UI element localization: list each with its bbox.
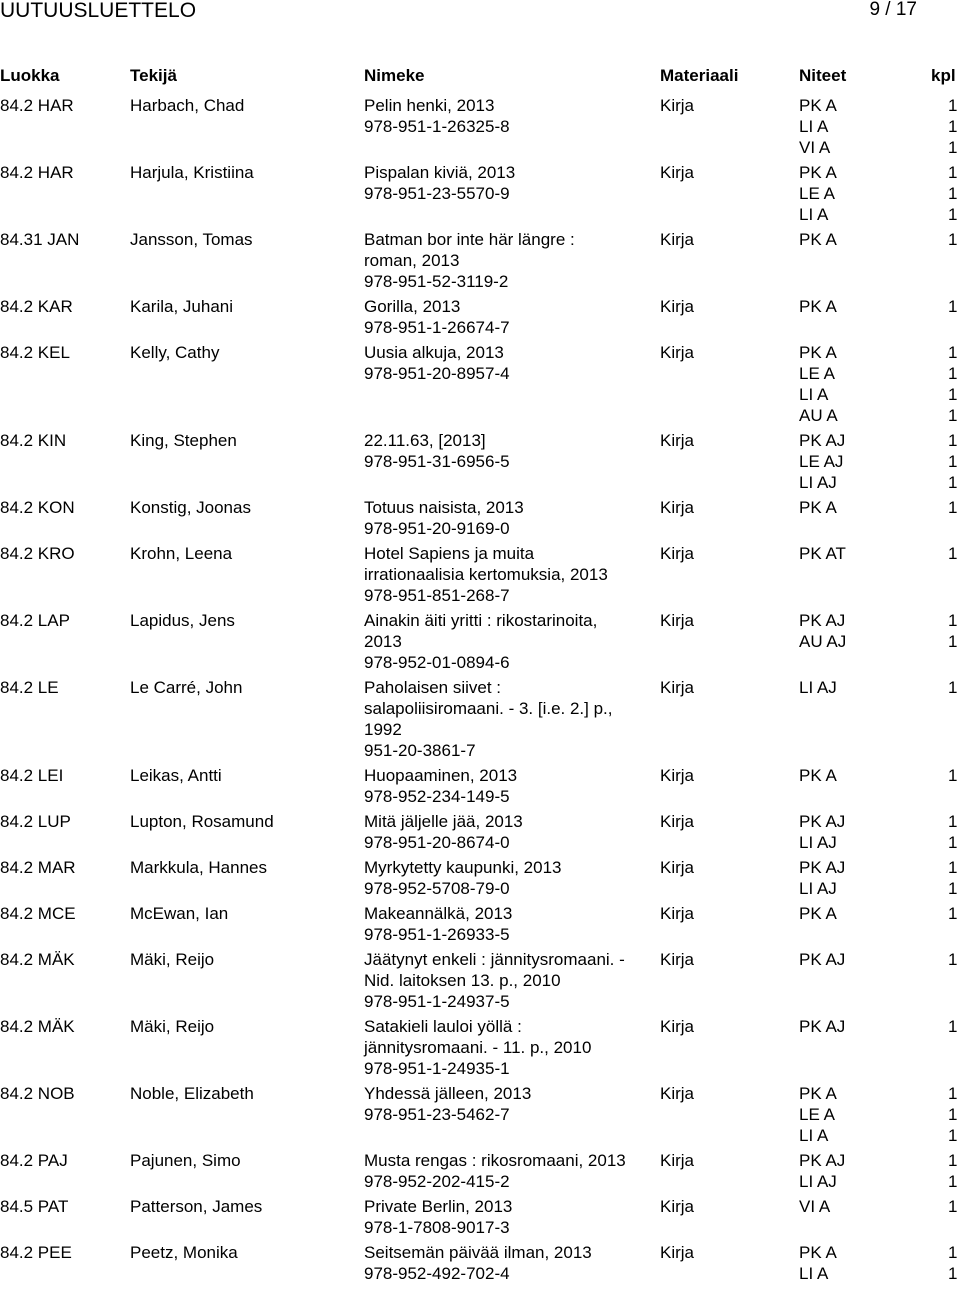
materiaali-cell: Kirja	[660, 858, 695, 877]
nimeke-cell	[364, 342, 654, 384]
niteet-cell	[799, 610, 959, 652]
location-code: LI A	[799, 1264, 829, 1283]
location-code: PK A	[799, 230, 837, 249]
table-row	[0, 497, 960, 543]
column-header-nimeke: Nimeke	[364, 66, 425, 85]
nimeke-cell	[364, 903, 654, 945]
tekija-cell: Mäki, Reijo	[130, 950, 215, 969]
luokka-cell: 84.2 MÄK	[0, 950, 75, 969]
isbn-text: 978-951-20-8957-4	[364, 364, 510, 383]
niteet-line	[799, 543, 959, 564]
niteet-line	[799, 811, 959, 832]
niteet-line	[799, 1242, 959, 1263]
materiaali-cell: Kirja	[660, 1197, 695, 1216]
copy-count: 1	[948, 364, 958, 383]
copy-count: 1	[948, 950, 958, 969]
location-code: LI AJ	[799, 833, 837, 852]
materiaali-cell: Kirja	[660, 1084, 695, 1103]
niteet-line	[799, 1171, 959, 1192]
isbn-text: 978-951-20-9169-0	[364, 519, 510, 538]
title-text: Nid. laitoksen 13. p., 2010	[364, 971, 561, 990]
niteet-line	[799, 451, 959, 472]
column-header-row	[0, 66, 960, 90]
niteet-line	[799, 183, 959, 204]
column-header-tekija: Tekijä	[130, 66, 177, 85]
title-text: Gorilla, 2013	[364, 297, 461, 316]
isbn-text: 978-952-01-0894-6	[364, 653, 510, 672]
isbn-text: 978-951-851-268-7	[364, 586, 510, 605]
title-text: Myrkytetty kaupunki, 2013	[364, 858, 562, 877]
niteet-line	[799, 1016, 959, 1037]
isbn-text: 978-952-234-149-5	[364, 787, 510, 806]
catalog-table	[0, 95, 960, 1288]
isbn-text: 978-951-20-8674-0	[364, 833, 510, 852]
tekija-cell: Konstig, Joonas	[130, 498, 251, 517]
table-row	[0, 765, 960, 811]
isbn-text: 978-951-23-5570-9	[364, 184, 510, 203]
isbn-text: 978-951-1-26325-8	[364, 117, 510, 136]
copy-count: 1	[948, 1126, 958, 1145]
location-code: LE AJ	[799, 452, 844, 471]
niteet-cell	[799, 1016, 959, 1037]
table-row	[0, 543, 960, 610]
tekija-cell: King, Stephen	[130, 431, 237, 450]
isbn-text: 978-951-52-3119-2	[364, 272, 509, 291]
isbn-text: 978-951-1-26674-7	[364, 318, 510, 337]
luokka-cell: 84.2 LUP	[0, 812, 71, 831]
copy-count: 1	[948, 96, 958, 115]
niteet-cell	[799, 543, 959, 564]
title-text: roman, 2013	[364, 251, 460, 270]
table-row	[0, 430, 960, 497]
title-text: Private Berlin, 2013	[364, 1197, 513, 1216]
materiaali-cell: Kirja	[660, 678, 695, 697]
table-row	[0, 610, 960, 677]
nimeke-cell	[364, 1242, 654, 1284]
copy-count: 1	[948, 1197, 958, 1216]
copy-count: 1	[948, 1264, 958, 1283]
nimeke-cell	[364, 229, 654, 292]
niteet-line	[799, 405, 959, 426]
location-code: PK A	[799, 163, 837, 182]
column-header-niteet: Niteet	[799, 66, 847, 85]
materiaali-cell: Kirja	[660, 431, 695, 450]
nimeke-cell	[364, 430, 654, 472]
nimeke-cell	[364, 543, 654, 606]
column-header-kpl: kpl	[931, 66, 956, 85]
tekija-cell: Lupton, Rosamund	[130, 812, 274, 831]
luokka-cell: 84.2 HAR	[0, 163, 74, 182]
title-text: Seitsemän päivää ilman, 2013	[364, 1243, 592, 1262]
nimeke-cell	[364, 296, 654, 338]
tekija-cell: Harbach, Chad	[130, 96, 245, 115]
location-code: PK AJ	[799, 950, 846, 969]
copy-count: 1	[948, 117, 958, 136]
luokka-cell: 84.2 KAR	[0, 297, 73, 316]
niteet-line	[799, 116, 959, 137]
copy-count: 1	[948, 163, 958, 182]
location-code: PK A	[799, 297, 837, 316]
nimeke-cell	[364, 811, 654, 853]
isbn-text: 951-20-3861-7	[364, 741, 476, 760]
location-code: PK AJ	[799, 812, 846, 831]
materiaali-cell: Kirja	[660, 230, 695, 249]
location-code: PK A	[799, 498, 837, 517]
niteet-line	[799, 430, 959, 451]
luokka-cell: 84.2 KIN	[0, 431, 67, 450]
table-row	[0, 1083, 960, 1150]
luokka-cell: 84.2 LAP	[0, 611, 70, 630]
table-row	[0, 296, 960, 342]
tekija-cell: Peetz, Monika	[130, 1243, 238, 1262]
title-text: Pispalan kiviä, 2013	[364, 163, 516, 182]
nimeke-cell	[364, 610, 654, 673]
luokka-cell: 84.2 PAJ	[0, 1151, 68, 1170]
location-code: PK AT	[799, 544, 846, 563]
title-text: Paholaisen siivet :	[364, 678, 502, 697]
location-code: LI AJ	[799, 473, 837, 492]
niteet-line	[799, 1125, 959, 1146]
title-text: jännitysromaani. - 11. p., 2010	[364, 1038, 592, 1057]
table-row	[0, 1196, 960, 1242]
location-code: AU A	[799, 406, 838, 425]
isbn-text: 978-951-23-5462-7	[364, 1105, 510, 1124]
title-text: 22.11.63, [2013]	[364, 431, 486, 450]
materiaali-cell: Kirja	[660, 1151, 695, 1170]
location-code: PK AJ	[799, 1151, 846, 1170]
niteet-line	[799, 878, 959, 899]
copy-count: 1	[948, 812, 958, 831]
tekija-cell: Mäki, Reijo	[130, 1017, 215, 1036]
niteet-line	[799, 949, 959, 970]
table-row	[0, 342, 960, 430]
copy-count: 1	[948, 184, 958, 203]
copy-count: 1	[948, 858, 958, 877]
nimeke-cell	[364, 677, 654, 761]
nimeke-cell	[364, 857, 654, 899]
page-number: 9 / 17	[869, 0, 917, 20]
table-row	[0, 949, 960, 1016]
niteet-line	[799, 1083, 959, 1104]
location-code: LI AJ	[799, 678, 837, 697]
copy-count: 1	[948, 1172, 958, 1191]
column-header-materiaali: Materiaali	[660, 66, 739, 85]
niteet-cell	[799, 903, 959, 924]
materiaali-cell: Kirja	[660, 812, 695, 831]
niteet-cell	[799, 1083, 959, 1146]
materiaali-cell: Kirja	[660, 611, 695, 630]
copy-count: 1	[948, 611, 958, 630]
location-code: PK AJ	[799, 431, 846, 450]
location-code: LE A	[799, 1105, 835, 1124]
niteet-line	[799, 832, 959, 853]
location-code: PK A	[799, 766, 837, 785]
materiaali-cell: Kirja	[660, 1017, 695, 1036]
materiaali-cell: Kirja	[660, 163, 695, 182]
niteet-line	[799, 137, 959, 158]
location-code: VI A	[799, 138, 831, 157]
niteet-cell	[799, 765, 959, 786]
table-row	[0, 903, 960, 949]
tekija-cell: Markkula, Hannes	[130, 858, 268, 877]
location-code: PK AJ	[799, 858, 846, 877]
materiaali-cell: Kirja	[660, 544, 695, 563]
location-code: LI AJ	[799, 1172, 837, 1191]
table-row	[0, 857, 960, 903]
materiaali-cell: Kirja	[660, 498, 695, 517]
niteet-cell	[799, 949, 959, 970]
luokka-cell: 84.2 PEE	[0, 1243, 72, 1262]
title-text: salapoliisiromaani. - 3. [i.e. 2.] p.,	[364, 699, 613, 718]
niteet-cell	[799, 296, 959, 317]
tekija-cell: Patterson, James	[130, 1197, 263, 1216]
location-code: PK A	[799, 343, 837, 362]
materiaali-cell: Kirja	[660, 297, 695, 316]
luokka-cell: 84.31 JAN	[0, 230, 80, 249]
title-text: 1992	[364, 720, 402, 739]
isbn-text: 978-951-1-26933-5	[364, 925, 510, 944]
luokka-cell: 84.2 KON	[0, 498, 75, 517]
title-text: Yhdessä jälleen, 2013	[364, 1084, 532, 1103]
niteet-line	[799, 677, 959, 698]
niteet-cell	[799, 342, 959, 426]
copy-count: 1	[948, 406, 958, 425]
niteet-line	[799, 229, 959, 250]
niteet-line	[799, 765, 959, 786]
location-code: AU AJ	[799, 632, 847, 651]
isbn-text: 978-952-5708-79-0	[364, 879, 510, 898]
niteet-line	[799, 497, 959, 518]
nimeke-cell	[364, 1196, 654, 1238]
niteet-cell	[799, 1150, 959, 1192]
niteet-line	[799, 1196, 959, 1217]
luokka-cell: 84.2 HAR	[0, 96, 74, 115]
luokka-cell: 84.2 LE	[0, 678, 59, 697]
location-code: PK AJ	[799, 611, 846, 630]
title-text: Batman bor inte här längre :	[364, 230, 575, 249]
niteet-line	[799, 342, 959, 363]
table-row	[0, 229, 960, 296]
isbn-text: 978-952-202-415-2	[364, 1172, 510, 1191]
copy-count: 1	[948, 297, 958, 316]
title-text: Makeannälkä, 2013	[364, 904, 513, 923]
niteet-cell	[799, 95, 959, 158]
niteet-cell	[799, 430, 959, 493]
copy-count: 1	[948, 1105, 958, 1124]
niteet-line	[799, 1150, 959, 1171]
location-code: PK A	[799, 96, 837, 115]
title-text: Satakieli lauloi yöllä :	[364, 1017, 522, 1036]
copy-count: 1	[948, 1151, 958, 1170]
table-row	[0, 1242, 960, 1288]
copy-count: 1	[948, 632, 958, 651]
niteet-cell	[799, 497, 959, 518]
luokka-cell: 84.2 MAR	[0, 858, 76, 877]
copy-count: 1	[948, 1017, 958, 1036]
tekija-cell: Le Carré, John	[130, 678, 243, 697]
niteet-cell	[799, 857, 959, 899]
title-text: Uusia alkuja, 2013	[364, 343, 504, 362]
copy-count: 1	[948, 498, 958, 517]
luokka-cell: 84.2 LEI	[0, 766, 64, 785]
table-row	[0, 162, 960, 229]
isbn-text: 978-951-1-24937-5	[364, 992, 510, 1011]
tekija-cell: Karila, Juhani	[130, 297, 234, 316]
copy-count: 1	[948, 1084, 958, 1103]
copy-count: 1	[948, 452, 958, 471]
tekija-cell: Harjula, Kristiina	[130, 163, 254, 182]
title-text: Hotel Sapiens ja muita	[364, 544, 535, 563]
copy-count: 1	[948, 343, 958, 362]
nimeke-cell	[364, 95, 654, 137]
copy-count: 1	[948, 544, 958, 563]
nimeke-cell	[364, 1150, 654, 1192]
copy-count: 1	[948, 766, 958, 785]
materiaali-cell: Kirja	[660, 1243, 695, 1262]
copy-count: 1	[948, 879, 958, 898]
niteet-cell	[799, 1196, 959, 1217]
page-title: UUTUUSLUETTELO	[0, 0, 197, 22]
materiaali-cell: Kirja	[660, 96, 695, 115]
nimeke-cell	[364, 765, 654, 807]
copy-count: 1	[948, 473, 958, 492]
niteet-line	[799, 162, 959, 183]
tekija-cell: Leikas, Antti	[130, 766, 222, 785]
niteet-line	[799, 384, 959, 405]
isbn-text: 978-952-492-702-4	[364, 1264, 510, 1283]
title-text: Huopaaminen, 2013	[364, 766, 518, 785]
location-code: PK A	[799, 904, 837, 923]
niteet-line	[799, 363, 959, 384]
nimeke-cell	[364, 1016, 654, 1079]
niteet-cell	[799, 677, 959, 698]
location-code: LE A	[799, 184, 835, 203]
tekija-cell: Kelly, Cathy	[130, 343, 220, 362]
tekija-cell: McEwan, Ian	[130, 904, 229, 923]
location-code: LE A	[799, 364, 835, 383]
tekija-cell: Jansson, Tomas	[130, 230, 253, 249]
copy-count: 1	[948, 431, 958, 450]
location-code: LI A	[799, 385, 829, 404]
luokka-cell: 84.2 KRO	[0, 544, 75, 563]
nimeke-cell	[364, 162, 654, 204]
title-text: 2013	[364, 632, 402, 651]
luokka-cell: 84.5 PAT	[0, 1197, 69, 1216]
tekija-cell: Noble, Elizabeth	[130, 1084, 254, 1103]
location-code: PK AJ	[799, 1017, 846, 1036]
niteet-line	[799, 204, 959, 225]
niteet-line	[799, 472, 959, 493]
niteet-line	[799, 296, 959, 317]
copy-count: 1	[948, 205, 958, 224]
materiaali-cell: Kirja	[660, 950, 695, 969]
niteet-line	[799, 95, 959, 116]
isbn-text: 978-951-31-6956-5	[364, 452, 510, 471]
niteet-line	[799, 903, 959, 924]
luokka-cell: 84.2 MÄK	[0, 1017, 75, 1036]
luokka-cell: 84.2 NOB	[0, 1084, 75, 1103]
location-code: LI A	[799, 117, 829, 136]
title-text: Mitä jäljelle jää, 2013	[364, 812, 523, 831]
location-code: PK A	[799, 1084, 837, 1103]
tekija-cell: Krohn, Leena	[130, 544, 233, 563]
location-code: LI AJ	[799, 879, 837, 898]
copy-count: 1	[948, 385, 958, 404]
copy-count: 1	[948, 833, 958, 852]
table-row	[0, 1016, 960, 1083]
niteet-line	[799, 610, 959, 631]
niteet-line	[799, 857, 959, 878]
niteet-cell	[799, 162, 959, 225]
tekija-cell: Lapidus, Jens	[130, 611, 235, 630]
copy-count: 1	[948, 678, 958, 697]
location-code: VI A	[799, 1197, 831, 1216]
copy-count: 1	[948, 230, 958, 249]
luokka-cell: 84.2 MCE	[0, 904, 76, 923]
nimeke-cell	[364, 497, 654, 539]
title-text: Ainakin äiti yritti : rikostarinoita,	[364, 611, 598, 630]
title-text: Pelin henki, 2013	[364, 96, 495, 115]
location-code: LI A	[799, 205, 829, 224]
table-row	[0, 811, 960, 857]
title-text: Musta rengas : rikosromaani, 2013	[364, 1151, 626, 1170]
copy-count: 1	[948, 904, 958, 923]
nimeke-cell	[364, 949, 654, 1012]
copy-count: 1	[948, 138, 958, 157]
niteet-cell	[799, 811, 959, 853]
isbn-text: 978-1-7808-9017-3	[364, 1218, 510, 1237]
niteet-cell	[799, 1242, 959, 1284]
table-row	[0, 1150, 960, 1196]
title-text: Totuus naisista, 2013	[364, 498, 524, 517]
materiaali-cell: Kirja	[660, 766, 695, 785]
niteet-line	[799, 1104, 959, 1125]
table-row	[0, 677, 960, 765]
nimeke-cell	[364, 1083, 654, 1125]
table-row	[0, 95, 960, 162]
title-text: Jäätynyt enkeli : jännitysromaani. -	[364, 950, 625, 969]
materiaali-cell: Kirja	[660, 343, 695, 362]
column-header-luokka: Luokka	[0, 66, 60, 85]
niteet-line	[799, 1263, 959, 1284]
copy-count: 1	[948, 1243, 958, 1262]
niteet-cell	[799, 229, 959, 250]
location-code: LI A	[799, 1126, 829, 1145]
luokka-cell: 84.2 KEL	[0, 343, 70, 362]
title-text: irrationaalisia kertomuksia, 2013	[364, 565, 608, 584]
materiaali-cell: Kirja	[660, 904, 695, 923]
tekija-cell: Pajunen, Simo	[130, 1151, 241, 1170]
niteet-line	[799, 631, 959, 652]
isbn-text: 978-951-1-24935-1	[364, 1059, 510, 1078]
location-code: PK A	[799, 1243, 837, 1262]
